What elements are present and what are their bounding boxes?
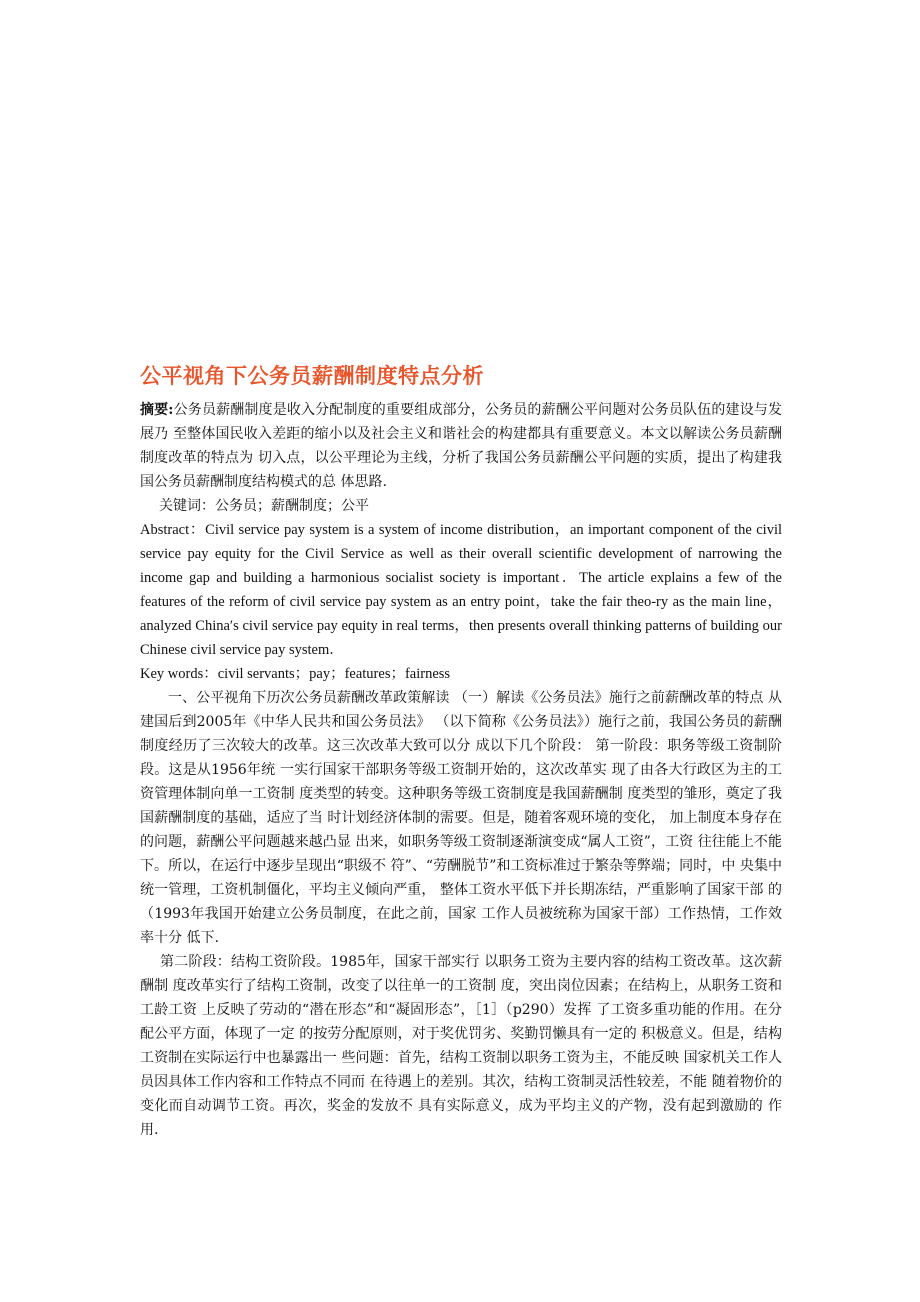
abstract-label: 摘要: xyxy=(140,402,174,418)
keywords-cn: 关键词：公务员；薪酬制度；公平 xyxy=(159,498,369,514)
section-2-paragraph: 第二阶段：结构工资阶段。1985年，国家干部实行 以职务工资为主要内容的结构工资改革。这次薪酬制 度改革实行了结构工资制，改变了以往单一的工资制 度，突出岗位因素；在结构上，从职务工资和工龄工资 上反映了劳动的“潜在形态”和“凝固形态”，［1］（p290）发挥 了工资多重功能的作用。在分配公平方面，体现了一定 的按劳分配原则，对于奖优罚劣、奖勤罚懒具有一定的 积极意义。但是，结构工资制在实际运行中也暴露出一 些问题：首先，结构工资制以职务工资为主，不能反映 国家机关工作人员因具体工作内容和工作特点不同而 在待遇上的差别。其次，结构工资制灵活性较差，不能 随着物价的变化而自动调节工资。再次，奖金的发放不 具有实际意义，成为平均主义的产物，没有起到激励的 作用. xyxy=(140,954,782,1138)
keywords-en: Key words：civil servants；pay；features；fairness xyxy=(140,666,451,682)
abstract-en: Abstract：Civil service pay system is a system of income distribution，an important component of the civil service pay equity for the Civil Service as well as their overall scientific development of narrowing the income gap and building a harmonious socialist society is important．The article explains a few of the features of the reform of civil service pay system as an entry point，take the fair theo-ry as the main line，analyzed China′s civil service pay equity in real terms，then presents overall thinking patterns of building our Chinese civil service pay system． xyxy=(140,522,782,658)
section-1-paragraph: 一、公平视角下历次公务员薪酬改革政策解读 （一）解读《公务员法》施行之前薪酬改革的特点 从建国后到2005年《中华人民共和国公务员法》 （以下简称《公务员法》）施行之前，我国公务员的薪酬 制度经历了三次较大的改革。这三次改革大致可以分 成以下几个阶段： 第一阶段：职务等级工资制阶段。这是从1956年统 一实行国家干部职务等级工资制开始的，这次改革实 现了由各大行政区为主的工资管理体制向单一工资制 度类型的转变。这种职务等级工资制度是我国薪酬制 度类型的雏形，奠定了我国薪酬制度的基础，适应了当 时计划经济体制的需要。但是，随着客观环境的变化， 加上制度本身存在的问题，薪酬公平问题越来越凸显 出来，如职务等级工资制逐渐演变成“属人工资”，工资 往往能上不能下。所以，在运行中逐步呈现出“职级不 符”、“劳酬脱节”和工资标准过于繁杂等弊端；同时，中 央集中统一管理，工资机制僵化，平均主义倾向严重， 整体工资水平低下并长期冻结，严重影响了国家干部 的（1993年我国开始建立公务员制度，在此之前，国家 工作人员被统称为国家干部）工作热情，工作效率十分 低下. xyxy=(140,690,782,946)
document-title: 公平视角下公务员薪酬制度特点分析 xyxy=(140,364,484,388)
abstract-cn xyxy=(140,398,782,494)
document-page xyxy=(140,360,782,1142)
abstract-text: 公务员薪酬制度是收入分配制度的重要组成部分，公务员的薪酬公平问题对公务员队伍的建设与发展乃 至整体国民收入差距的缩小以及社会主义和谐社会的构建都具有重要意义。本文以解读公务员薪酬制度改革的特点为 切入点，以公平理论为主线，分析了我国公务员薪酬公平问题的实质，提出了构建我国公务员薪酬制度结构模式的总 体思路. xyxy=(140,402,783,490)
